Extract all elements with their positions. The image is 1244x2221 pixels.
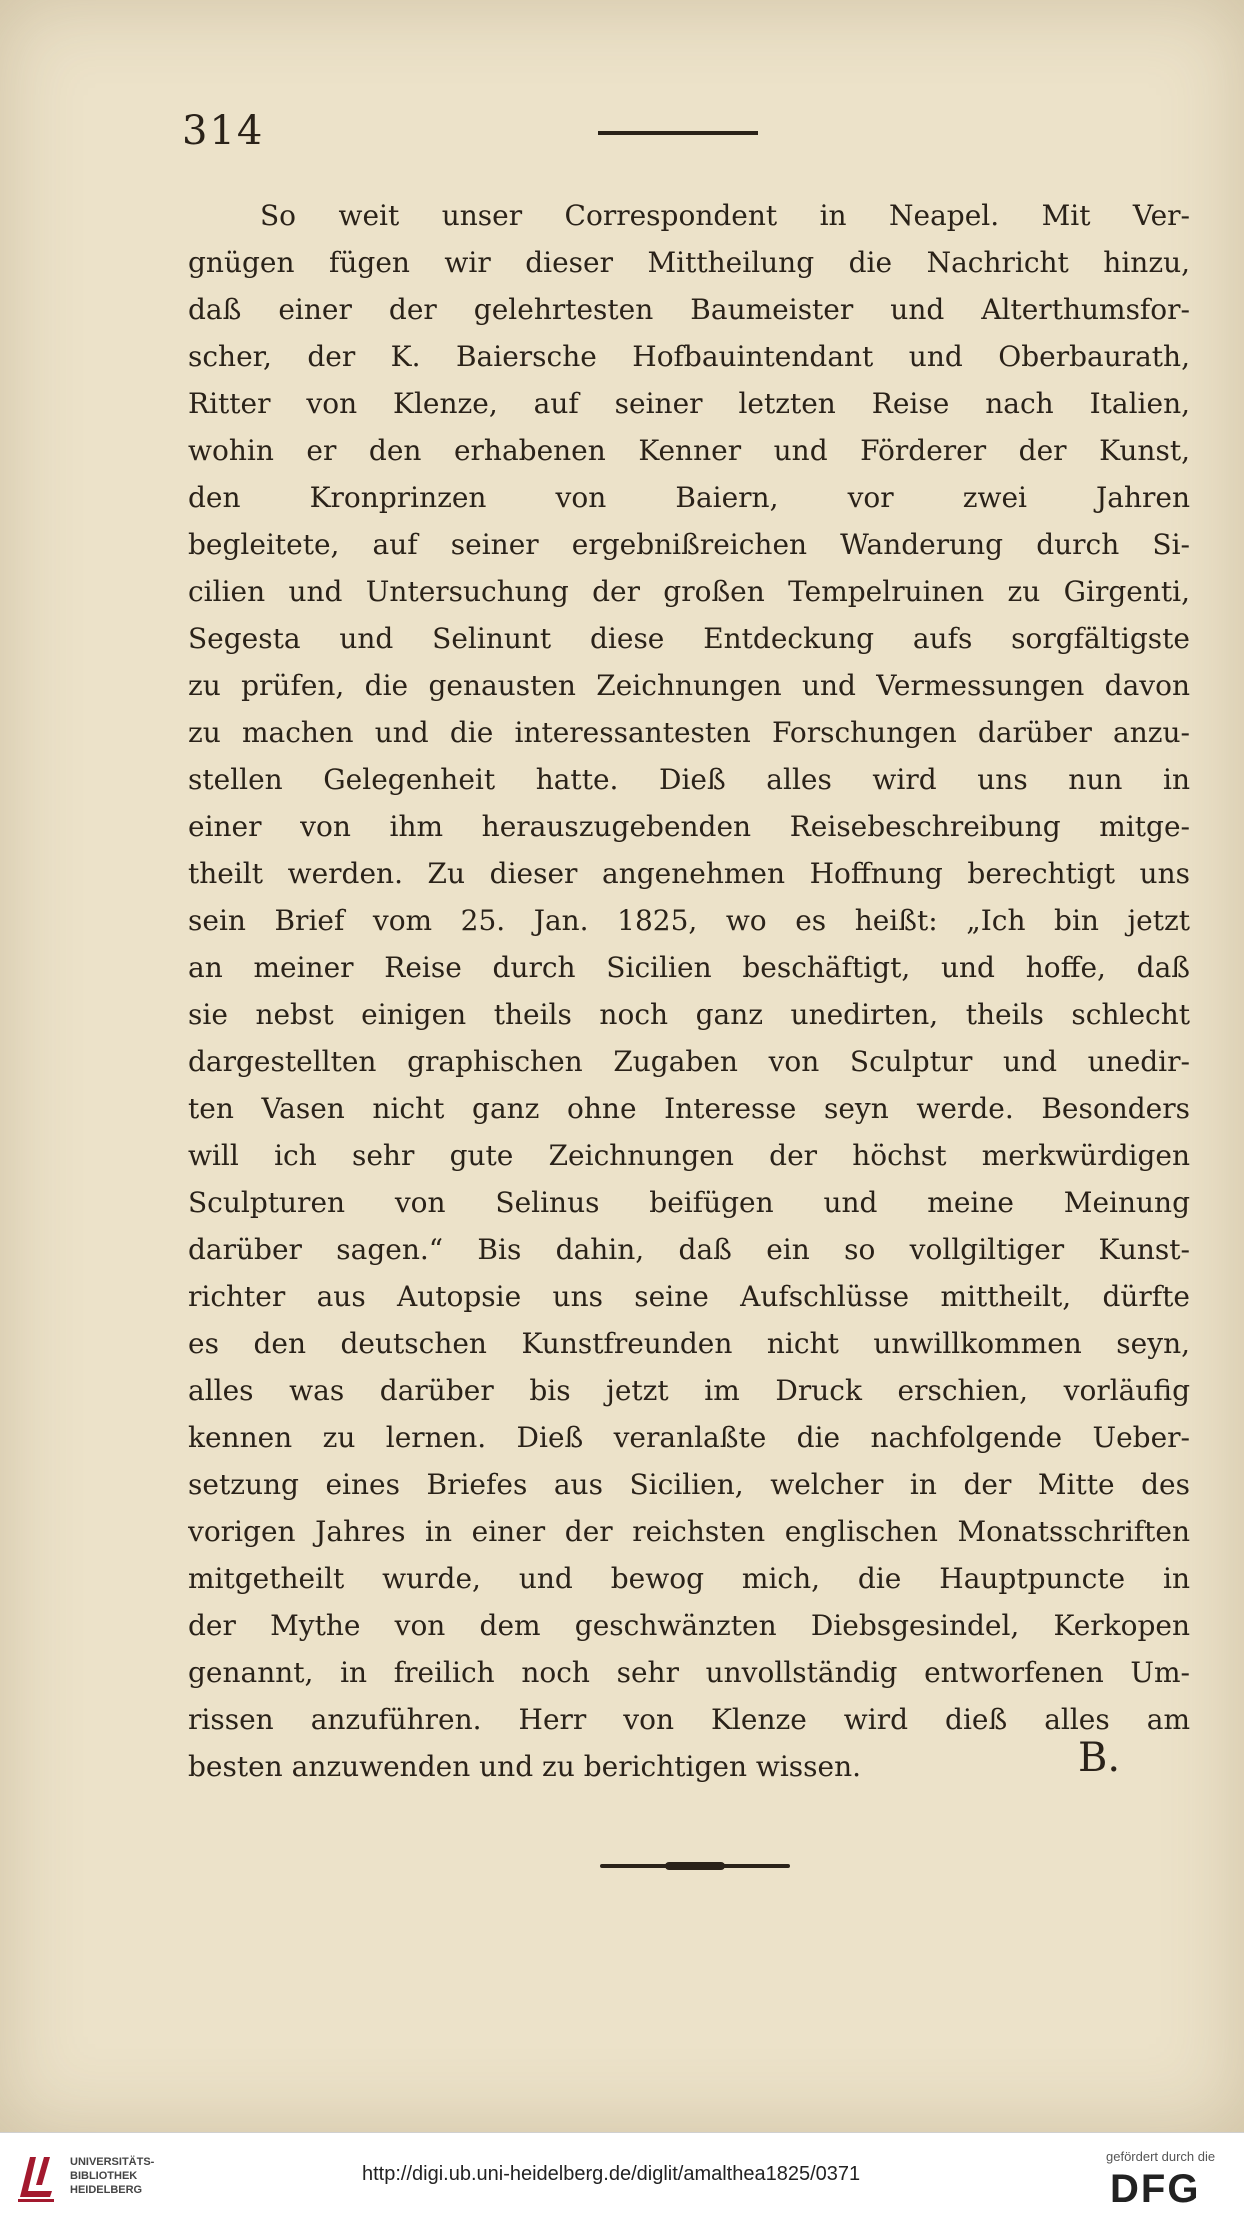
text-line: Sculpturen von Selinus beifügen und meine Meinung: [188, 1186, 1190, 1219]
text-line: mitgetheilt wurde, und bewog mich, die Hauptpuncte in: [188, 1562, 1190, 1595]
text-line: Ritter von Klenze, auf seiner letzten Reise nach Italien,: [188, 387, 1190, 420]
text-line: Segesta und Selinunt diese Entdeckung aufs sorgfältigste: [188, 622, 1190, 655]
text-line: setzung eines Briefes aus Sicilien, welcher in der Mitte des: [188, 1468, 1190, 1501]
text-line: begleitete, auf seiner ergebnißreichen Wanderung durch Si-: [188, 528, 1190, 561]
text-line: ten Vasen nicht ganz ohne Interesse seyn werde. Besonders: [188, 1092, 1190, 1125]
text-line: vorigen Jahres in einer der reichsten englischen Monatsschriften: [188, 1515, 1190, 1548]
library-name-line: HEIDELBERG: [70, 2184, 143, 2196]
text-line: besten anzuwenden und zu berichtigen wissen.: [188, 1750, 862, 1783]
end-ornament-rule: [600, 1864, 790, 1868]
library-name: [70, 2155, 154, 2197]
text-line: So weit unser Correspondent in Neapel. Mit Ver-: [260, 199, 1190, 232]
text-line: rissen anzuführen. Herr von Klenze wird dieß alles am: [188, 1703, 1190, 1736]
text-line: alles was darüber bis jetzt im Druck erschien, vorläufig: [188, 1374, 1190, 1407]
funding-note: gefördert durch die: [1106, 2149, 1216, 2164]
text-line: gnügen fügen wir dieser Mittheilung die Nachricht hinzu,: [188, 246, 1190, 279]
text-line: genannt, in freilich noch sehr unvollständig entworfenen Um-: [188, 1656, 1190, 1689]
body-text: [188, 192, 1190, 1790]
text-line: zu machen und die interessantesten Forschungen darüber anzu-: [188, 716, 1190, 749]
text-line: will ich sehr gute Zeichnungen der höchst merkwürdigen: [188, 1139, 1190, 1172]
text-line: der Mythe von dem geschwänzten Diebsgesindel, Kerkopen: [188, 1609, 1190, 1642]
text-line: theilt werden. Zu dieser angenehmen Hoffnung berechtigt uns: [188, 857, 1190, 890]
header-rule: [598, 131, 758, 135]
permalink-url[interactable]: http://digi.ub.uni-heidelberg.de/diglit/amalthea1825/0371: [362, 2163, 861, 2185]
signature-initial: B.: [1078, 1735, 1121, 1781]
text-line: cilien und Untersuchung der großen Tempelruinen zu Girgenti,: [188, 575, 1190, 608]
text-line: zu prüfen, die genausten Zeichnungen und Vermessungen davon: [188, 669, 1190, 702]
text-line: kennen zu lernen. Dieß veranlaßte die nachfolgende Ueber-: [188, 1421, 1190, 1454]
text-line: es den deutschen Kunstfreunden nicht unwillkommen seyn,: [188, 1327, 1190, 1360]
text-line: an meiner Reise durch Sicilien beschäftigt, und hoffe, daß: [188, 951, 1190, 984]
page-number: 314: [182, 108, 265, 154]
footer-bar: [0, 2132, 1244, 2221]
text-line: scher, der K. Baiersche Hofbauintendant und Oberbaurath,: [188, 340, 1190, 373]
text-line: einer von ihm herauszugebenden Reisebeschreibung mitge-: [188, 810, 1190, 843]
text-line: sein Brief vom 25. Jan. 1825, wo es heißt: „Ich bin jetzt: [188, 904, 1190, 937]
library-name-line: UNIVERSITÄTS-: [70, 2156, 155, 2168]
text-line: sie nebst einigen theils noch ganz unedirten, theils schlecht: [188, 998, 1190, 1031]
text-line: daß einer der gelehrtesten Baumeister und Alterthumsfor-: [188, 293, 1190, 326]
text-line: darüber sagen.“ Bis dahin, daß ein so vollgiltiger Kunst-: [188, 1233, 1190, 1266]
text-line: stellen Gelegenheit hatte. Dieß alles wird uns nun in: [188, 763, 1190, 796]
text-line: dargestellten graphischen Zugaben von Sculptur und unedir-: [188, 1045, 1190, 1078]
dfg-logo: DFG: [1110, 2167, 1201, 2211]
library-name-line: BIBLIOTHEK: [70, 2170, 138, 2182]
text-line: den Kronprinzen von Baiern, vor zwei Jahren: [188, 481, 1190, 514]
text-line: richter aus Autopsie uns seine Aufschlüsse mittheilt, dürfte: [188, 1280, 1190, 1313]
university-library-logo-icon: [14, 2151, 58, 2203]
text-line: wohin er den erhabenen Kenner und Förderer der Kunst,: [188, 434, 1190, 467]
